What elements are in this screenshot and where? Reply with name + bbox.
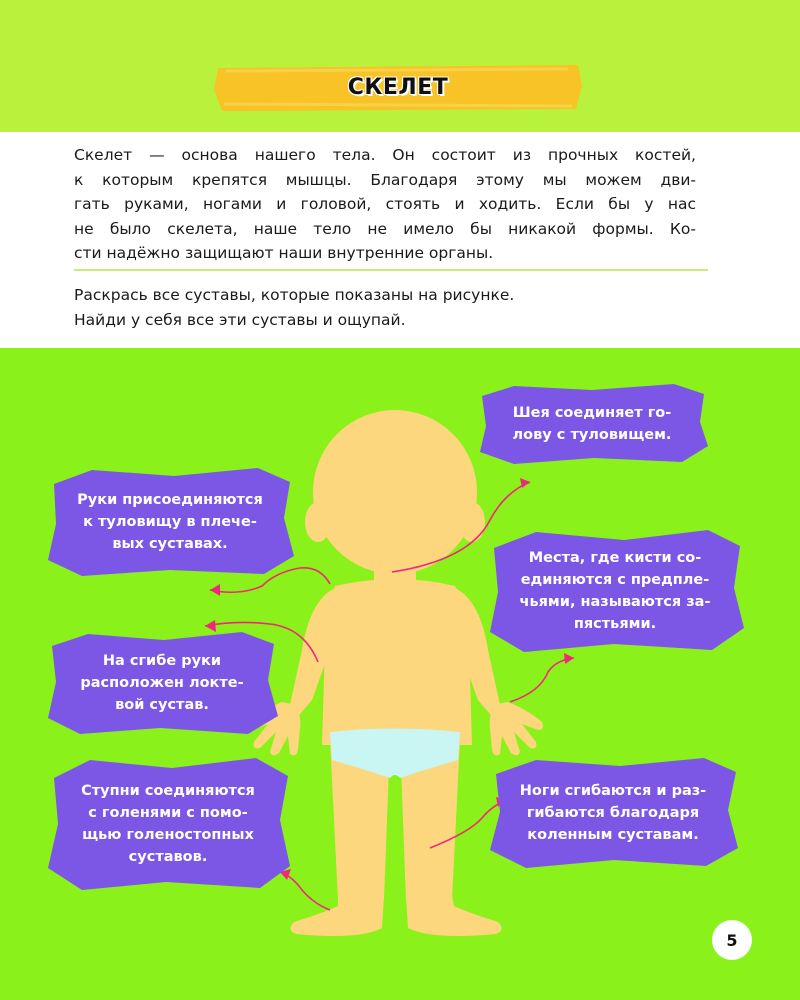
right-ear (459, 502, 485, 542)
intro-line: к которым крепятся мышцы. Благодаря этому мы можем дви- (74, 170, 696, 189)
task-line: Раскрась все суставы, которые показаны на рисунке. (74, 286, 515, 304)
page-title: СКЕЛЕТ (347, 74, 449, 100)
callout-line: На сгибе руки (102, 653, 222, 669)
callout-line: вой сустав. (115, 697, 209, 713)
callout-line: вых суставах. (112, 536, 228, 552)
callout-line: единяются с предпле- (520, 572, 710, 588)
callout-line: чьями, называются за- (519, 594, 711, 610)
title-banner (212, 62, 584, 112)
callout-elbow (44, 630, 280, 736)
callout-line: к туловищу в плече- (83, 514, 257, 530)
callout-knees (486, 756, 740, 870)
callout-line: Шея соединяет го- (512, 405, 672, 421)
intro-line: Скелет — основа нашего тела. Он состоит из прочных костей, (74, 146, 696, 164)
callout-line: с голенями с помо- (88, 805, 248, 821)
divider (74, 269, 708, 271)
callout-line: гибаются благодаря (526, 805, 700, 821)
intro-line: сти надёжно защищают наши внутренние органы. (74, 244, 494, 262)
callout-line: Ноги сгибаются и раз- (519, 783, 707, 799)
arrow-wrist (510, 658, 574, 702)
task-text (74, 283, 714, 332)
left-ear (305, 502, 331, 542)
callout-line: лову с туловищем. (512, 427, 672, 443)
callout-line: Руки присоединяются (77, 492, 263, 508)
callout-line: Ступни соединяются (81, 783, 255, 799)
page-number: 5 (712, 920, 752, 960)
callout-line: щью голеностопных (82, 827, 254, 843)
callout-line: расположен локте- (80, 675, 244, 691)
callout-neck (474, 382, 710, 466)
task-line: Найди у себя все эти суставы и ощупай. (74, 310, 406, 329)
right-hand (490, 702, 543, 755)
intro-line: гать руками, ногами и головой, стоять и ходить. Если бы у нас (74, 195, 696, 213)
left-foot (290, 896, 384, 936)
callout-wrists (484, 528, 746, 654)
callout-shoulders (44, 466, 296, 578)
head (313, 410, 477, 574)
callout-line: коленным суставам. (527, 827, 699, 843)
intro-paragraph (74, 143, 696, 266)
right-foot (406, 896, 502, 936)
callout-line: суставов. (128, 849, 208, 865)
callout-line: Места, где кисти со- (528, 550, 702, 566)
callout-line: пястьями. (573, 616, 657, 632)
intro-line: не было скелета, наше тело не имело бы никакой формы. Ко- (74, 219, 696, 238)
callout-ankles (44, 756, 292, 892)
torso (322, 579, 472, 745)
